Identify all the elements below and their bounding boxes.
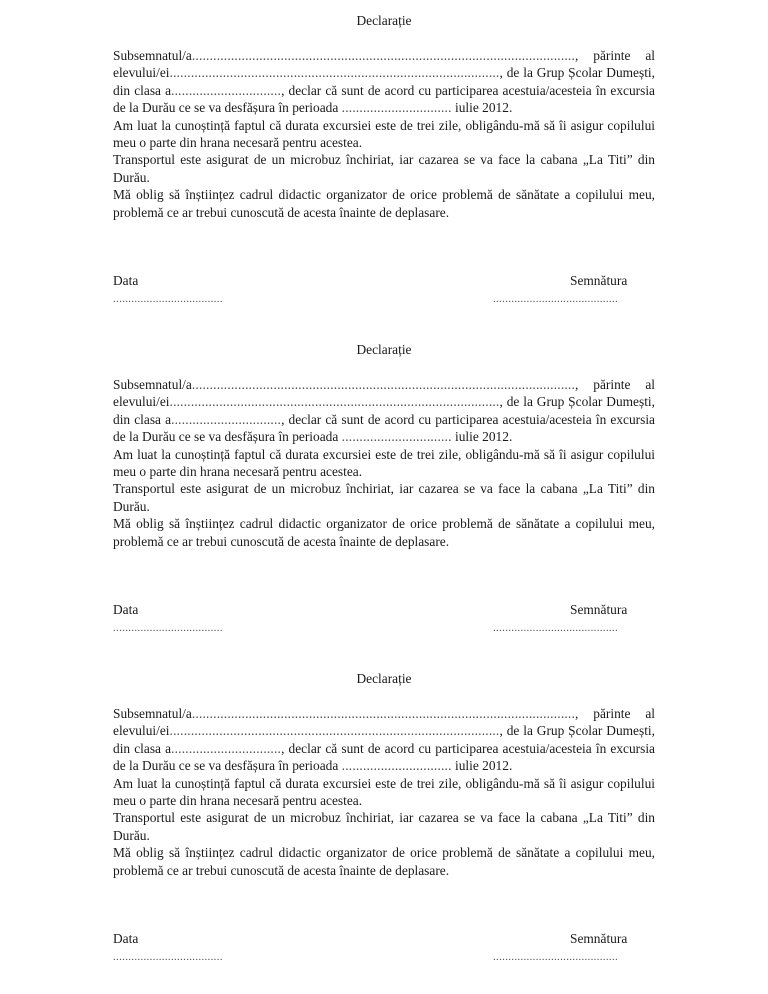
paragraph-health: Mă oblig să înștiințez cadrul didactic organizator de orice problemă de sănătate a copilului meu, problemă ce ar trebui cunoscută de acesta înainte de deplasare.	[113, 845, 655, 878]
text-school: , de la Grup Școlar Dumești, din clasa a	[113, 394, 655, 427]
text-consent: , declar că sunt de acord cu participarea acestuia/acesteia în excursia de la Durău ce se va desfășura în perioada	[113, 82, 655, 116]
parent-name-field[interactable]: ............................................................................................................	[191, 706, 576, 721]
text-month: iulie 2012.	[455, 758, 513, 774]
parent-name-field[interactable]: ............................................................................................................	[191, 377, 576, 392]
text-consent: , declar că sunt de acord cu participarea acestuia/acesteia în excursia de la Durău ce se va desfășura în perioada	[113, 740, 655, 774]
date-label: Data	[113, 273, 139, 288]
signature-label: Semnătura	[570, 931, 628, 946]
date-field[interactable]: ....................................	[113, 622, 223, 634]
text-subsemnatul: Subsemnatul/a	[113, 48, 192, 63]
paragraph-consent	[113, 705, 655, 775]
paragraph-duration: Am luat la cunoștință faptul că durata excursiei este de trei zile, obligându-mă să îi asigur copilului meu o parte din hrana necesară pentru acestea.	[113, 775, 655, 809]
signature-label: Semnătura	[570, 602, 628, 617]
paragraph-transport: Transportul este asigurat de un microbuz închiriat, iar cazarea se va face la cabana „La Titi” din Durău.	[113, 481, 655, 514]
student-name-field[interactable]: .............................................................................................	[169, 65, 500, 81]
text-school: , de la Grup Școlar Dumești, din clasa a	[113, 723, 655, 756]
class-field[interactable]: ...............................	[171, 411, 282, 427]
declaration-2	[113, 342, 655, 642]
date-label: Data	[113, 602, 139, 617]
period-field[interactable]: ...............................	[341, 100, 452, 116]
text-month: iulie 2012.	[455, 429, 513, 445]
declaration-title: Declarație	[356, 671, 412, 686]
paragraph-transport: Transportul este asigurat de un microbuz închiriat, iar cazarea se va face la cabana „La Titi” din Durău.	[113, 810, 655, 843]
signature-row	[113, 931, 655, 971]
paragraph-consent	[113, 47, 655, 117]
declaration-title: Declarație	[356, 13, 412, 28]
text-parinte: , părinte al elevului/ei	[113, 48, 655, 81]
paragraph-transport: Transportul este asigurat de un microbuz închiriat, iar cazarea se va face la cabana „La Titi” din Durău.	[113, 152, 655, 185]
text-consent: , declar că sunt de acord cu participarea acestuia/acesteia în excursia de la Durău ce se va desfășura în perioada	[113, 411, 655, 445]
signature-row	[113, 273, 655, 313]
declaration-title: Declarație	[356, 342, 412, 357]
paragraph-health: Mă oblig să înștiințez cadrul didactic organizator de orice problemă de sănătate a copilului meu, problemă ce ar trebui cunoscută de acesta înainte de deplasare.	[113, 187, 655, 220]
declaration-body	[113, 705, 655, 879]
class-field[interactable]: ...............................	[171, 740, 282, 756]
period-field[interactable]: ...............................	[341, 429, 452, 445]
signature-field[interactable]: .........................................	[493, 951, 619, 963]
period-field[interactable]: ...............................	[341, 758, 452, 774]
text-month: iulie 2012.	[455, 100, 513, 116]
date-field[interactable]: ....................................	[113, 293, 223, 305]
signature-row	[113, 602, 655, 642]
date-field[interactable]: ....................................	[113, 951, 223, 963]
declaration-body	[113, 376, 655, 550]
paragraph-duration: Am luat la cunoștință faptul că durata excursiei este de trei zile, obligându-mă să îi asigur copilului meu o parte din hrana necesară pentru acestea.	[113, 446, 655, 480]
signature-field[interactable]: .........................................	[493, 293, 619, 305]
text-subsemnatul: Subsemnatul/a	[113, 706, 192, 721]
paragraph-health: Mă oblig să înștiințez cadrul didactic organizator de orice problemă de sănătate a copilului meu, problemă ce ar trebui cunoscută de acesta înainte de deplasare.	[113, 516, 655, 549]
student-name-field[interactable]: .............................................................................................	[169, 394, 500, 410]
paragraph-consent	[113, 376, 655, 446]
signature-field[interactable]: .........................................	[493, 622, 619, 634]
declaration-body	[113, 47, 655, 221]
text-parinte: , părinte al elevului/ei	[113, 706, 655, 739]
declaration-3	[113, 671, 655, 971]
parent-name-field[interactable]: ............................................................................................................	[191, 48, 576, 63]
text-school: , de la Grup Școlar Dumești, din clasa a	[113, 65, 655, 98]
date-label: Data	[113, 931, 139, 946]
text-subsemnatul: Subsemnatul/a	[113, 377, 192, 392]
declaration-1	[113, 13, 655, 313]
class-field[interactable]: ...............................	[171, 82, 282, 98]
signature-label: Semnătura	[570, 273, 628, 288]
student-name-field[interactable]: .............................................................................................	[169, 723, 500, 739]
paragraph-duration: Am luat la cunoștință faptul că durata excursiei este de trei zile, obligându-mă să îi asigur copilului meu o parte din hrana necesară pentru acestea.	[113, 117, 655, 151]
text-parinte: , părinte al elevului/ei	[113, 377, 655, 410]
